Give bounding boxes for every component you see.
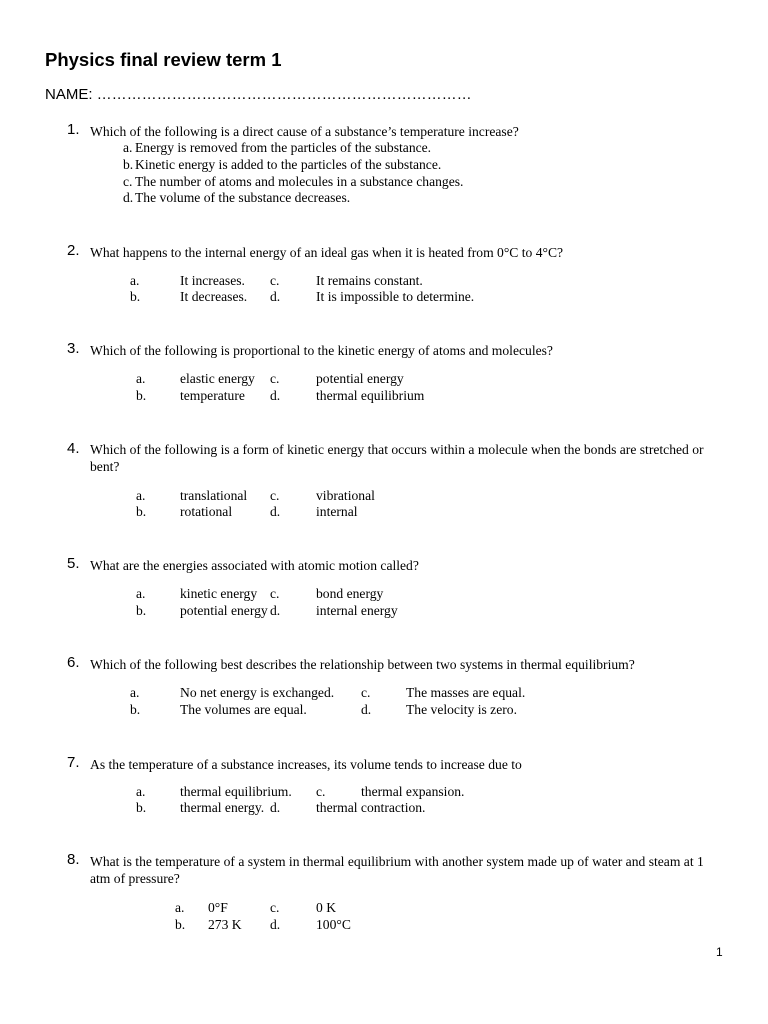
option-b-letter: b. [130, 702, 141, 717]
option-d-text: internal energy [316, 603, 398, 618]
option-b-text: 273 K [208, 917, 242, 932]
question-number: 3. [67, 340, 80, 357]
option-b-letter: b. [123, 157, 134, 172]
option-b-text: rotational [180, 504, 233, 519]
option-a-letter: a. [175, 900, 185, 915]
option-b-text: temperature [180, 388, 245, 403]
option-b-letter: b. [136, 504, 147, 519]
question-number: 1. [67, 121, 80, 138]
option-c-letter: c. [270, 586, 280, 601]
option-a-text: kinetic energy [180, 586, 258, 601]
option-a-letter: a. [136, 586, 146, 601]
option-c-letter: c. [361, 685, 371, 700]
option-d-letter: d. [270, 603, 281, 618]
option-d-letter: d. [270, 917, 281, 932]
option-a-text: translational [180, 488, 248, 503]
question-number: 2. [67, 242, 80, 259]
option-b-letter: b. [136, 388, 147, 403]
option-d-text: thermal equilibrium [316, 388, 425, 403]
name-label: NAME: ………………………………………………………………… [45, 86, 472, 103]
question-text: As the temperature of a substance increases, its volume tends to increase due to [90, 757, 522, 772]
option-b-letter: b. [175, 917, 186, 932]
option-a-text: 0°F [208, 900, 228, 915]
option-a-text: No net energy is exchanged. [180, 685, 335, 700]
option-b-text: It decreases. [180, 289, 248, 304]
option-d-letter: d. [361, 702, 372, 717]
option-c-text: The masses are equal. [406, 685, 526, 700]
option-d-letter: d. [270, 800, 281, 815]
option-c-text: vibrational [316, 488, 375, 503]
option-a-text: Energy is removed from the particles of the substance. [135, 140, 432, 155]
option-b-letter: b. [130, 289, 141, 304]
page-title: Physics final review term 1 [45, 49, 282, 70]
question-text: What happens to the internal energy of an ideal gas when it is heated from 0°C to 4°C? [90, 245, 564, 260]
option-d-letter: d. [270, 388, 281, 403]
question-text: What are the energies associated with atomic motion called? [90, 558, 419, 573]
option-a-letter: a. [123, 140, 133, 155]
option-d-text: thermal contraction. [316, 800, 426, 815]
option-c-letter: c. [270, 273, 280, 288]
option-a-letter: a. [130, 685, 140, 700]
question-text: Which of the following is proportional to the kinetic energy of atoms and molecules? [90, 343, 553, 358]
option-b-text: potential energy [180, 603, 268, 618]
option-c-text: It remains constant. [316, 273, 423, 288]
question-text: Which of the following best describes the relationship between two systems in thermal equilibrium? [90, 657, 635, 672]
option-c-letter: c. [270, 900, 280, 915]
option-b-text: Kinetic energy is added to the particles of the substance. [135, 157, 442, 172]
option-c-text: The number of atoms and molecules in a substance changes. [135, 174, 464, 189]
option-d-text: It is impossible to determine. [316, 289, 475, 304]
option-d-text: The volume of the substance decreases. [135, 190, 351, 205]
option-c-text: bond energy [316, 586, 384, 601]
option-c-letter: c. [270, 488, 280, 503]
question-text: What is the temperature of a system in thermal equilibrium with another system made up of water and steam at 1 atm of pressure? [90, 854, 704, 886]
option-d-text: The velocity is zero. [406, 702, 517, 717]
option-b-letter: b. [136, 800, 147, 815]
question-text: Which of the following is a direct cause of a substance’s temperature increase? [90, 124, 519, 139]
option-a-text: elastic energy [180, 371, 255, 386]
option-d-letter: d. [270, 289, 281, 304]
question-number: 6. [67, 654, 80, 671]
option-c-letter: c. [270, 371, 280, 386]
option-c-letter: c. [316, 784, 326, 799]
question-number: 8. [67, 851, 80, 868]
option-b-letter: b. [136, 603, 147, 618]
option-d-letter: d. [270, 504, 281, 519]
option-a-letter: a. [136, 488, 146, 503]
question-number: 4. [67, 440, 80, 457]
option-b-text: thermal energy. [180, 800, 265, 815]
option-c-text: potential energy [316, 371, 404, 386]
page-number: 1 [716, 945, 723, 959]
option-d-letter: d. [123, 190, 134, 205]
question-number: 7. [67, 754, 80, 771]
option-c-letter: c. [123, 174, 133, 189]
option-b-text: The volumes are equal. [180, 702, 307, 717]
option-d-text: 100°C [316, 917, 351, 932]
option-c-text: thermal expansion. [361, 784, 465, 799]
option-a-letter: a. [136, 784, 146, 799]
option-d-text: internal [316, 504, 358, 519]
option-a-letter: a. [136, 371, 146, 386]
option-a-text: thermal equilibrium. [180, 784, 292, 799]
option-c-text: 0 K [316, 900, 337, 915]
option-a-text: It increases. [180, 273, 245, 288]
option-a-letter: a. [130, 273, 140, 288]
question-number: 5. [67, 555, 80, 572]
question-text: Which of the following is a form of kinetic energy that occurs within a molecule when the bonds are stretched or bent? [90, 442, 704, 474]
